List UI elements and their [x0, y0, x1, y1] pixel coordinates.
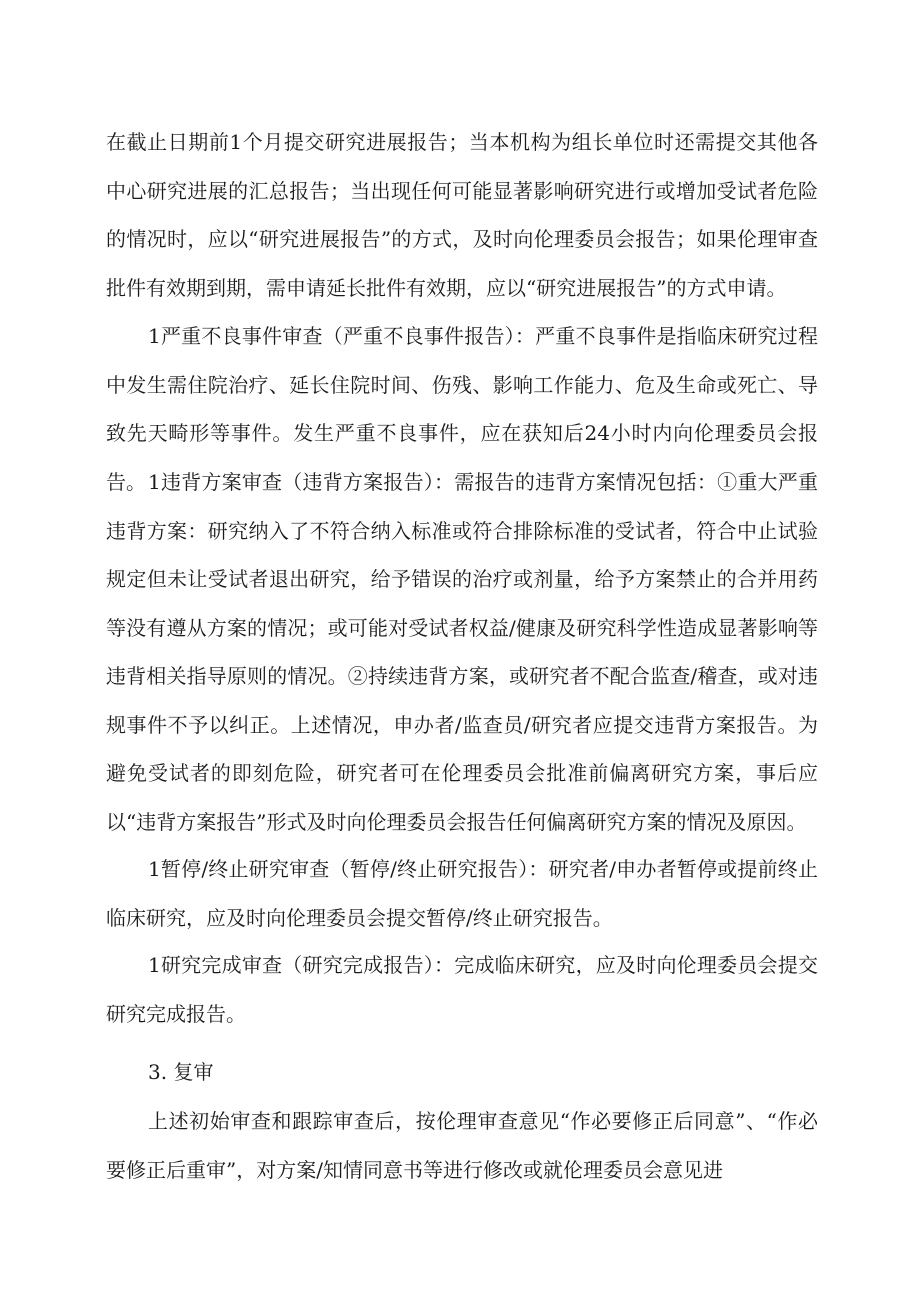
paragraph-serious-adverse-event: 1严重不良事件审查（严重不良事件报告）：严重不良事件是指临床研究过程中发生需住院治疗、延长住院时间、伤残、影响工作能力、危及生命或死亡、导致先天畸形等事件。发生严重不良事件，应在获知后24小时内向伦理委员会报告。: [106, 324, 818, 494]
paragraph-suspension-termination: 1暂停/终止研究审查（暂停/终止研究报告）：研究者/申办者暂停或提前终止临床研究，应及时向伦理委员会提交暂停/终止研究报告。: [106, 857, 818, 930]
section-heading-re-review: 3. 复审: [148, 1060, 214, 1084]
paragraph-study-completion: 1研究完成审查（研究完成报告）：完成临床研究，应及时向伦理委员会提交研究完成报告。: [106, 953, 818, 1026]
paragraph-protocol-violation: 1违背方案审查（违背方案报告）：需报告的违背方案情况包括：①重大严重违背方案：研究纳入了不符合纳入标准或符合排除标准的受试者，符合中止试验规定但未让受试者退出研究，给予错误的治疗或剂量，给予方案禁止的合并用药等没有遵从方案的情况；或可能对受试者权益/健康及研究科学性造成显著影响等违背相关指导原则的情况。②持续违背方案，或研究者不配合监查/稽查，或对违规事件不予以纠正。上述情况，申办者/监查员/研究者应提交违背方案报告。为避免受试者的即刻危险，研究者可在伦理委员会批准前偏离研究方案，事后应以“违背方案报告”形式及时向伦理委员会报告任何偏离研究方案的情况及原因。: [106, 470, 818, 834]
paragraph-re-review: 上述初始审查和跟踪审查后，按伦理审查意见“作必要修正后同意”、“作必要修正后重审”，对方案/知情同意书等进行修改或就伦理委员会意见进: [106, 1109, 818, 1182]
paragraph-progress-report: 在截止日期前1个月提交研究进展报告；当本机构为组长单位时还需提交其他各中心研究进展的汇总报告；当出现任何可能显著影响研究进行或增加受试者危险的情况时，应以“研究进展报告”的方式，及时向伦理委员会报告；如果伦理审查批件有效期到期，需申请延长批件有效期，应以“研究进展报告”的方式申请。: [106, 130, 818, 300]
